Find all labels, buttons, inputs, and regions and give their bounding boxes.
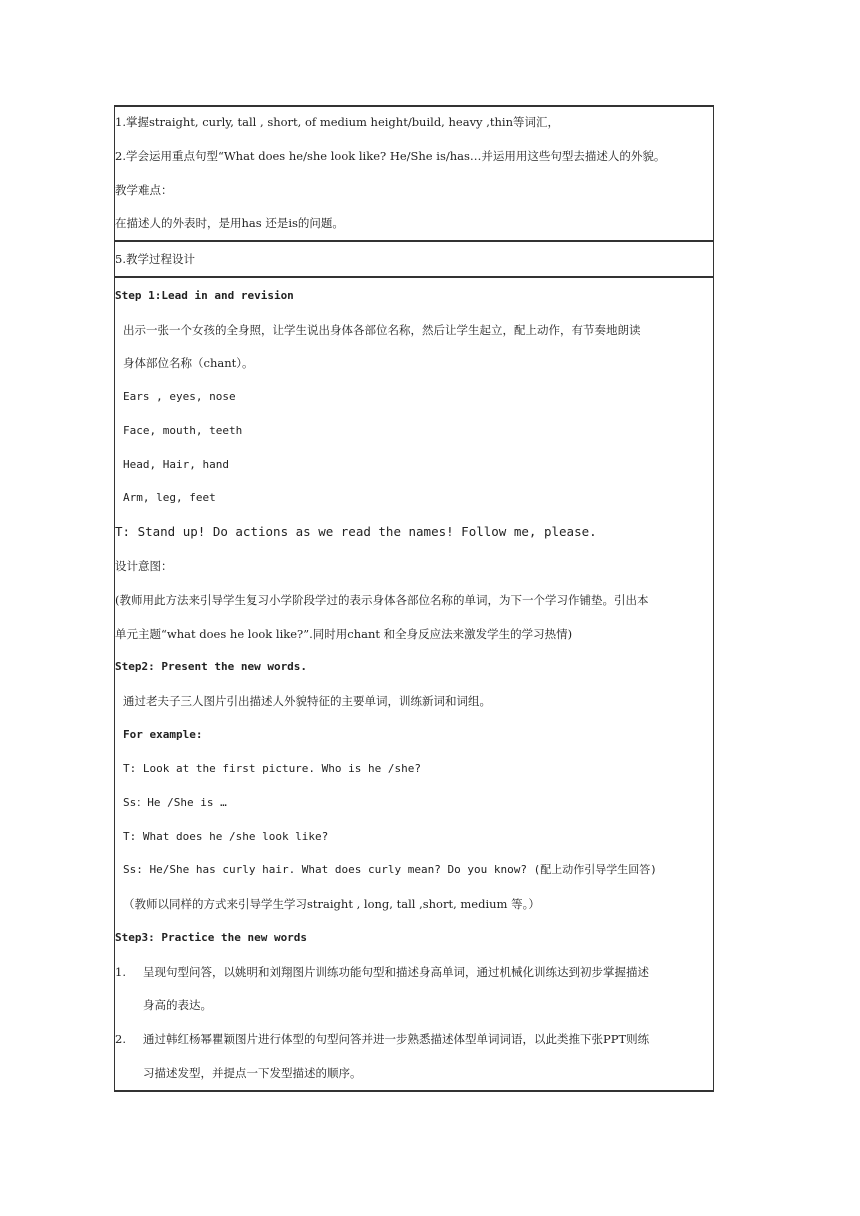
design-intent-heading: 设计意图： <box>115 559 173 573</box>
dialogue-line: Ss：He /She is … <box>123 796 227 809</box>
difficulty-heading: 教学难点： <box>115 183 173 197</box>
list-item-text: 身高的表达。 <box>143 998 212 1012</box>
process-heading-cell <box>114 242 714 277</box>
step2-title: Step2: Present the new words. <box>115 660 308 673</box>
objectives-cell <box>114 106 714 241</box>
chant-line: Ears , eyes, nose <box>123 390 236 403</box>
design-intent-text: 单元主题“what does he look like?”.同时用chant 和全身反应法来激发学生的学习热情) <box>115 627 573 641</box>
list-item-text: 通过韩红杨幂瞿颖图片进行体型的句型问答并进一步熟悉描述体型单词词语，以此类推下张PPT则练 <box>143 1032 650 1046</box>
design-intent-text: (教师用此方法来引导学生复习小学阶段学过的表示身体各部位名称的单词，为下一个学习作铺垫。引出本 <box>115 593 649 607</box>
teacher-instruction: T: Stand up! Do actions as we read the names! Follow me, please. <box>115 524 597 539</box>
chant-line: Face, mouth, teeth <box>123 424 243 437</box>
step1-intro: 身体部位名称（chant）。 <box>123 356 254 370</box>
step1-intro: 出示一张一个女孩的全身照，让学生说出身体各部位名称，然后让学生起立，配上动作，有节奏地朗读 <box>123 323 641 337</box>
chant-line: Arm, leg, feet <box>123 491 216 504</box>
example-label: For example: <box>123 728 203 741</box>
objective-2: 2.学会运用重点句型“What does he/she look like? He/She is/has…并运用用这些句型去描述人的外貌。 <box>115 149 666 163</box>
difficulty-text: 在描述人的外表时，是用has 还是is的问题。 <box>115 216 344 230</box>
table-top-border <box>114 105 714 107</box>
list-item-text: 习描述发型，并提点一下发型描述的顺序。 <box>143 1066 362 1080</box>
list-number: 1. <box>115 965 126 979</box>
process-content-cell <box>114 278 714 1091</box>
dialogue-line: Ss: He/She has curly hair. What does curly mean? Do you know? (配上动作引导学生回答) <box>123 863 657 876</box>
step2-intro: 通过老夫子三人图片引出描述人外貌特征的主要单词，训练新词和词组。 <box>123 694 491 708</box>
step2-note: （教师以同样的方式来引导学生学习straight , long, tall ,short, medium 等。） <box>123 897 540 911</box>
table-bottom-border <box>114 1090 714 1092</box>
list-item-text: 呈现句型问答，以姚明和刘翔图片训练功能句型和描述身高单词，通过机械化训练达到初步掌握描述 <box>143 965 649 979</box>
dialogue-line: T: What does he /she look like? <box>123 830 329 843</box>
objective-1: 1.掌握straight, curly, tall , short, of medium height/build, heavy ,thin等词汇， <box>115 115 559 129</box>
chant-line: Head, Hair, hand <box>123 458 229 471</box>
dialogue-line: T: Look at the first picture. Who is he /she? <box>123 762 422 775</box>
process-heading: 5.教学过程设计 <box>115 252 195 266</box>
step1-title: Step 1:Lead in and revision <box>115 289 294 302</box>
list-number: 2. <box>115 1032 126 1046</box>
step3-title: Step3: Practice the new words <box>115 931 308 944</box>
